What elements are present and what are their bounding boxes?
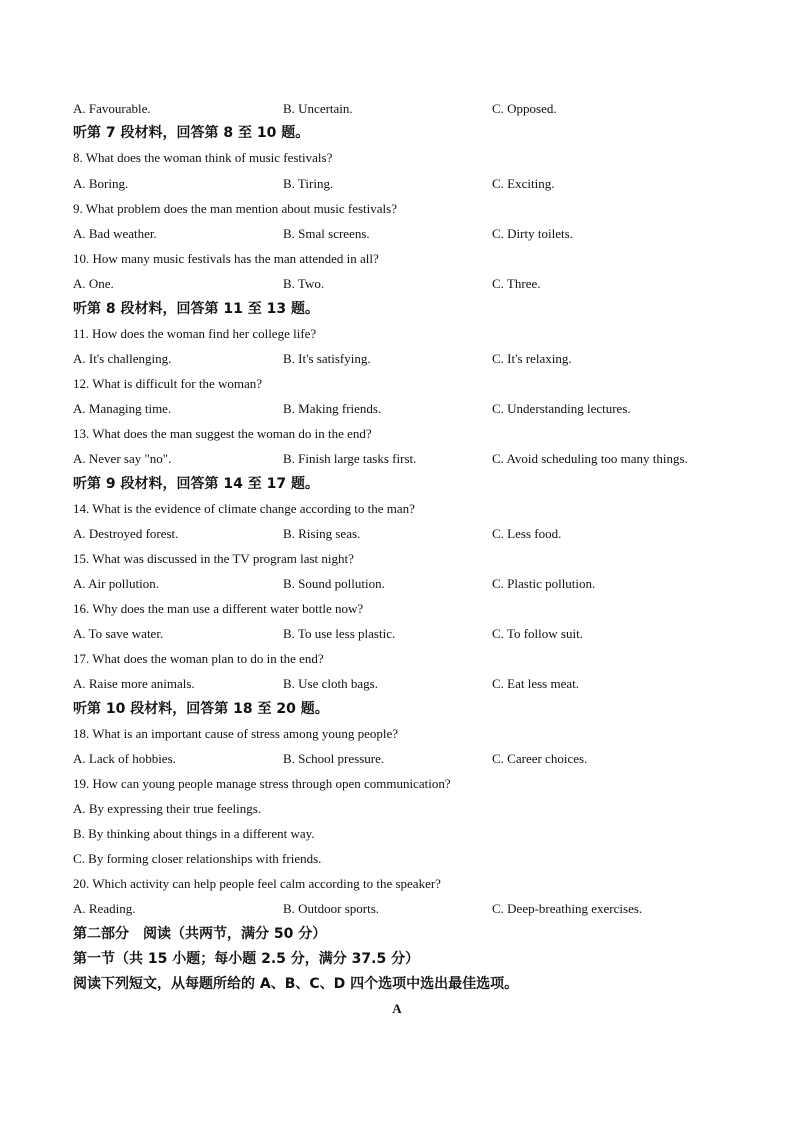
q16-option-c: C. To follow suit. — [492, 626, 583, 641]
q17-option-a: A. Raise more animals. — [73, 676, 195, 691]
part2-section1-heading: 第一节（共 15 小题；每小题 2.5 分，满分 37.5 分） — [73, 951, 420, 967]
q9-option-b: B. Smal screens. — [283, 226, 370, 241]
q15-option-a: A. Air pollution. — [73, 576, 159, 591]
section-heading-7: 听第 7 段材料，回答第 8 至 10 题。 — [73, 125, 310, 141]
q13-option-b: B. Finish large tasks first. — [283, 451, 417, 466]
q17-option-b: B. Use cloth bags. — [283, 676, 378, 691]
q19-option-b: B. By thinking about things in a different way. — [73, 826, 315, 841]
q9-option-a: A. Bad weather. — [73, 226, 157, 241]
q13-option-a: A. Never say "no". — [73, 451, 172, 466]
question-12: 12. What is difficult for the woman? — [73, 376, 263, 391]
q19-option-a: A. By expressing their true feelings. — [73, 801, 262, 816]
q11-option-a: A. It's challenging. — [73, 351, 172, 366]
question-14: 14. What is the evidence of climate change according to the man? — [73, 501, 415, 516]
part2-title: 第二部分 阅读（共两节，满分 50 分） — [73, 926, 327, 942]
section-heading-8: 听第 8 段材料，回答第 11 至 13 题。 — [73, 301, 319, 317]
q8-option-b: B. Tiring. — [283, 176, 334, 191]
q12-option-c: C. Understanding lectures. — [492, 401, 631, 416]
q10-option-c: C. Three. — [492, 276, 541, 291]
question-17: 17. What does the woman plan to do in the end? — [73, 651, 324, 666]
q9-option-c: C. Dirty toilets. — [492, 226, 573, 241]
q16-option-a: A. To save water. — [73, 626, 164, 641]
q18-option-b: B. School pressure. — [283, 751, 385, 766]
q20-option-c: C. Deep-breathing exercises. — [492, 901, 643, 916]
q14-option-c: C. Less food. — [492, 526, 562, 541]
q11-option-b: B. It's satisfying. — [283, 351, 371, 366]
question-15: 15. What was discussed in the TV program last night? — [73, 551, 354, 566]
q20-option-b: B. Outdoor sports. — [283, 901, 380, 916]
q8-option-c: C. Exciting. — [492, 176, 555, 191]
question-19: 19. How can young people manage stress through open communication? — [73, 776, 451, 791]
q14-option-a: A. Destroyed forest. — [73, 526, 179, 541]
q13-option-c: C. Avoid scheduling too many things. — [492, 451, 688, 466]
q12-option-b: B. Making friends. — [283, 401, 382, 416]
question-10: 10. How many music festivals has the man attended in all? — [73, 251, 379, 266]
question-9: 9. What problem does the man mention about music festivals? — [73, 201, 397, 216]
q12-option-a: A. Managing time. — [73, 401, 172, 416]
q7-option-a: A. Favourable. — [73, 101, 151, 116]
q10-option-a: A. One. — [73, 276, 114, 291]
q19-option-c: C. By forming closer relationships with friends. — [73, 851, 322, 866]
q18-option-a: A. Lack of hobbies. — [73, 751, 176, 766]
part2-instruction: 阅读下列短文，从每题所给的 A、B、C、D 四个选项中选出最佳选项。 — [73, 976, 519, 992]
q14-option-b: B. Rising seas. — [283, 526, 361, 541]
passage-label: A — [392, 1001, 402, 1016]
q15-option-b: B. Sound pollution. — [283, 576, 385, 591]
question-13: 13. What does the man suggest the woman do in the end? — [73, 426, 372, 441]
question-20: 20. Which activity can help people feel calm according to the speaker? — [73, 876, 441, 891]
q17-option-c: C. Eat less meat. — [492, 676, 580, 691]
q16-option-b: B. To use less plastic. — [283, 626, 396, 641]
q11-option-c: C. It's relaxing. — [492, 351, 572, 366]
section-heading-9: 听第 9 段材料，回答第 14 至 17 题。 — [73, 476, 319, 492]
question-16: 16. Why does the man use a different water bottle now? — [73, 601, 364, 616]
q20-option-a: A. Reading. — [73, 901, 136, 916]
section-heading-10: 听第 10 段材料，回答第 18 至 20 题。 — [73, 701, 329, 717]
q18-option-c: C. Career choices. — [492, 751, 588, 766]
q8-option-a: A. Boring. — [73, 176, 129, 191]
q10-option-b: B. Two. — [283, 276, 325, 291]
q7-option-b: B. Uncertain. — [283, 101, 353, 116]
question-11: 11. How does the woman find her college life? — [73, 326, 317, 341]
question-8: 8. What does the woman think of music festivals? — [73, 150, 333, 165]
question-18: 18. What is an important cause of stress among young people? — [73, 726, 399, 741]
q15-option-c: C. Plastic pollution. — [492, 576, 596, 591]
q7-option-c: C. Opposed. — [492, 101, 557, 116]
